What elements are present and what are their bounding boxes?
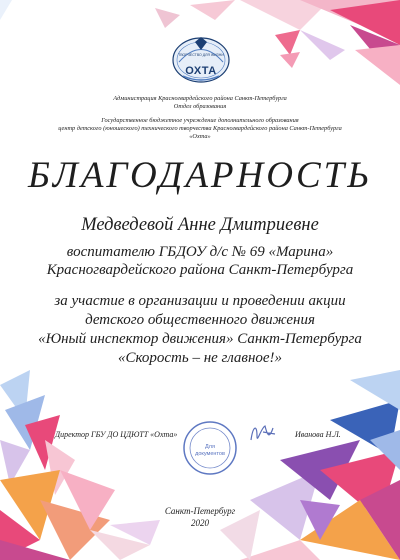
header-department: Отдел образования	[173, 103, 227, 110]
footer-city: Санкт-Петербург	[164, 506, 236, 516]
header-center-name: «Охта»	[189, 133, 211, 140]
reason-line-2: детского общественного движения	[85, 312, 315, 328]
footer-year: 2020	[191, 518, 209, 528]
header-center: центр детского (юношеского) технического творчества Красногвардейского района Санкт-Петербурга	[58, 125, 342, 132]
stamp-icon	[180, 418, 240, 478]
okhta-emblem-icon	[161, 32, 241, 88]
reason-line-1: за участие в организации и проведении акции	[54, 293, 346, 309]
reason-line-3: «Юный инспектор движения» Санкт-Петербурга	[38, 331, 362, 347]
stamp-text-line-2: документов	[195, 451, 225, 457]
handwritten-signature-icon	[245, 418, 285, 448]
director-name: Иванова Н.Л.	[295, 430, 341, 439]
okhta-logo	[161, 32, 241, 88]
director-label: Директор ГБУ ДО ЦДЮТТ «Охта»	[55, 430, 178, 439]
recipient-position: воспитателю ГБДОУ д/с № 69 «Марина»	[66, 244, 334, 260]
certificate-title: БЛАГОДАРНОСТЬ	[27, 155, 373, 196]
logo-slogan: ТВОРЧЕСТВО ДЛЯ ЖИЗНИ	[178, 53, 224, 57]
header-institution: Государственное бюджетное учреждение дополнительного образования	[101, 117, 299, 124]
header-administration: Администрация Красногвардейского района Санкт-Петербурга	[113, 95, 287, 102]
recipient-district: Красногвардейского района Санкт-Петербурга	[46, 262, 354, 278]
reason-line-4: «Скорость – не главное!»	[117, 350, 283, 366]
stamp-text-line-1: Для	[205, 444, 215, 450]
logo-brand: ОХТА	[185, 65, 217, 77]
recipient-name: Медведевой Анне Дмитриевне	[81, 215, 319, 235]
